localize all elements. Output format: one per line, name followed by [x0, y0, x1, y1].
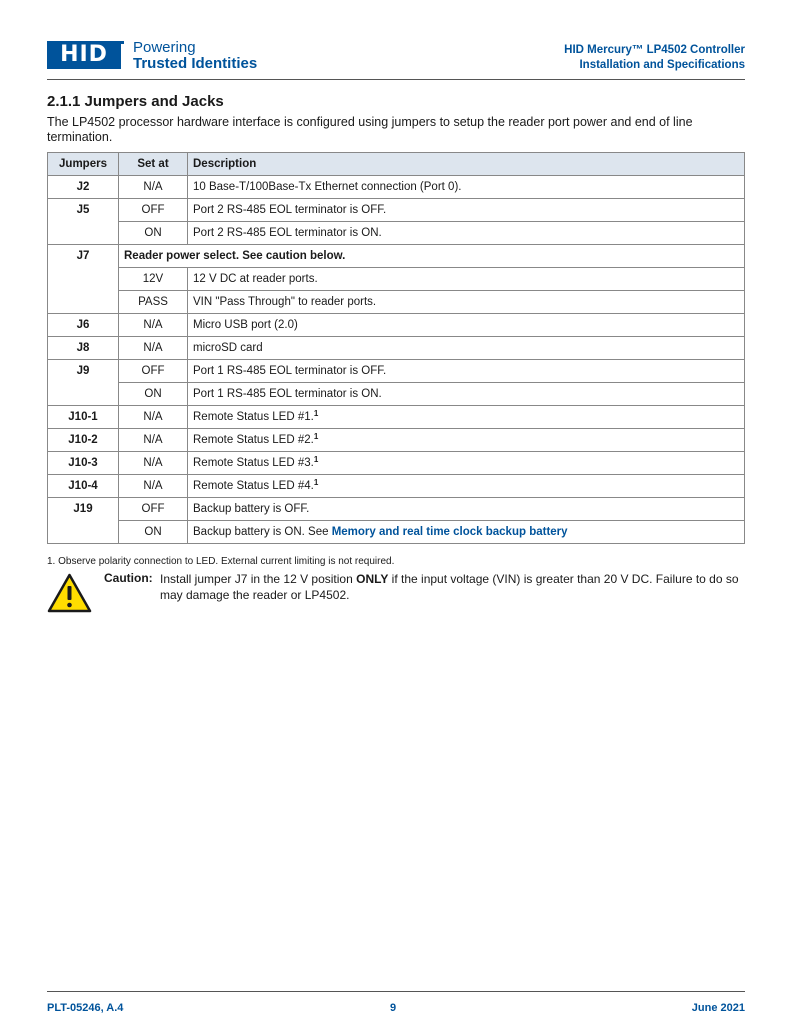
set-cell: PASS [119, 291, 188, 314]
jumper-cell: J6 [48, 314, 119, 337]
jumpers-table [47, 152, 745, 544]
description-cell [188, 452, 745, 475]
table-row [48, 498, 745, 521]
jumper-cell: J2 [48, 176, 119, 199]
caution-emphasis: ONLY [356, 572, 389, 586]
description-cell: Reader power select. See caution below. [119, 245, 745, 268]
page-number: 9 [390, 1002, 397, 1014]
description-text: Remote Status LED #4. [193, 480, 314, 492]
description-cell [188, 475, 745, 498]
description-cell: Port 2 RS-485 EOL terminator is ON. [188, 222, 745, 245]
set-cell: ON [119, 222, 188, 245]
caution-text-after: if the input voltage (VIN) is greater than 20 V DC. Failure to do so may damage the reader or LP4502. [160, 572, 739, 602]
set-cell: N/A [119, 337, 188, 360]
header-jumpers: Jumpers [48, 153, 119, 176]
table-row [48, 291, 745, 314]
section-intro: The LP4502 processor hardware interface is configured using jumpers to setup the reader port power and end of line termination. [47, 115, 693, 144]
table-row [48, 360, 745, 383]
document-title [564, 43, 745, 73]
tagline-line2: Trusted Identities [133, 55, 258, 72]
battery-section-link[interactable]: Memory and real time clock backup battery [331, 526, 568, 538]
set-cell: N/A [119, 314, 188, 337]
footnote-ref: 1 [313, 478, 319, 487]
table-row [48, 176, 745, 199]
description-cell: Port 2 RS-485 EOL terminator is OFF. [188, 199, 745, 222]
table-row [48, 429, 745, 452]
publication-date: June 2021 [691, 1002, 745, 1014]
set-cell: 12V [119, 268, 188, 291]
set-cell: OFF [119, 498, 188, 521]
caution-warning-icon [47, 573, 92, 613]
header-description: Description [188, 153, 745, 176]
caution-text-before: Install jumper J7 in the 12 V position [160, 572, 357, 586]
footnote-ref: 1 [313, 455, 319, 464]
header-set-at: Set at [119, 153, 188, 176]
description-cell [188, 521, 745, 544]
set-cell: N/A [119, 176, 188, 199]
description-cell: Micro USB port (2.0) [188, 314, 745, 337]
caution-text [160, 571, 740, 603]
set-cell: ON [119, 521, 188, 544]
table-row [48, 521, 745, 544]
jumper-cell: J10-1 [48, 406, 119, 429]
document-number: PLT-05246, A.4 [47, 1002, 124, 1014]
jumper-cell: J10-3 [48, 452, 119, 475]
set-cell: N/A [119, 475, 188, 498]
table-footnote: 1. Observe polarity connection to LED. External current limiting is not required. [47, 556, 395, 567]
description-cell [188, 406, 745, 429]
description-cell: Port 1 RS-485 EOL terminator is OFF. [188, 360, 745, 383]
description-cell: 12 V DC at reader ports. [188, 268, 745, 291]
description-cell [188, 429, 745, 452]
set-cell: N/A [119, 429, 188, 452]
footnote-ref: 1 [313, 409, 319, 418]
tagline [133, 40, 257, 72]
set-cell: ON [119, 383, 188, 406]
set-cell: OFF [119, 360, 188, 383]
description-cell: Backup battery is OFF. [188, 498, 745, 521]
footnote-ref: 1 [313, 432, 319, 441]
description-text: Remote Status LED #2. [193, 434, 314, 446]
description-text: Backup battery is ON. See [193, 526, 332, 538]
table-header-row [48, 153, 745, 176]
page-footer [47, 991, 745, 1017]
description-cell: microSD card [188, 337, 745, 360]
jumper-cell: J10-2 [48, 429, 119, 452]
table-row [48, 268, 745, 291]
description-cell: Port 1 RS-485 EOL terminator is ON. [188, 383, 745, 406]
document-title-line1: HID Mercury™ LP4502 Controller [564, 44, 745, 56]
set-cell: N/A [119, 406, 188, 429]
document-title-line2: Installation and Specifications [579, 59, 745, 71]
table-row [48, 406, 745, 429]
page-header [47, 38, 745, 80]
jumper-cell: J8 [48, 337, 119, 360]
caution-label: Caution: [104, 571, 153, 585]
description-text: Remote Status LED #1. [193, 411, 314, 423]
jumper-cell: J5 [48, 199, 119, 245]
set-cell: OFF [119, 199, 188, 222]
table-row [48, 245, 745, 268]
jumper-cell: J10-4 [48, 475, 119, 498]
set-cell: N/A [119, 452, 188, 475]
table-row [48, 475, 745, 498]
description-text: Remote Status LED #3. [193, 457, 314, 469]
table-row [48, 314, 745, 337]
jumper-cell: J7 [48, 245, 119, 314]
description-cell: VIN "Pass Through" to reader ports. [188, 291, 745, 314]
table-row [48, 452, 745, 475]
tagline-line1: Powering [133, 39, 196, 56]
description-cell: 10 Base-T/100Base-Tx Ethernet connection (Port 0). [188, 176, 745, 199]
section-heading: 2.1.1 Jumpers and Jacks [47, 93, 224, 110]
jumper-cell: J19 [48, 498, 119, 544]
jumper-cell: J9 [48, 360, 119, 406]
table-row [48, 222, 745, 245]
table-row [48, 337, 745, 360]
table-row [48, 383, 745, 406]
table-row [48, 199, 745, 222]
hid-logo: HID [47, 41, 121, 69]
